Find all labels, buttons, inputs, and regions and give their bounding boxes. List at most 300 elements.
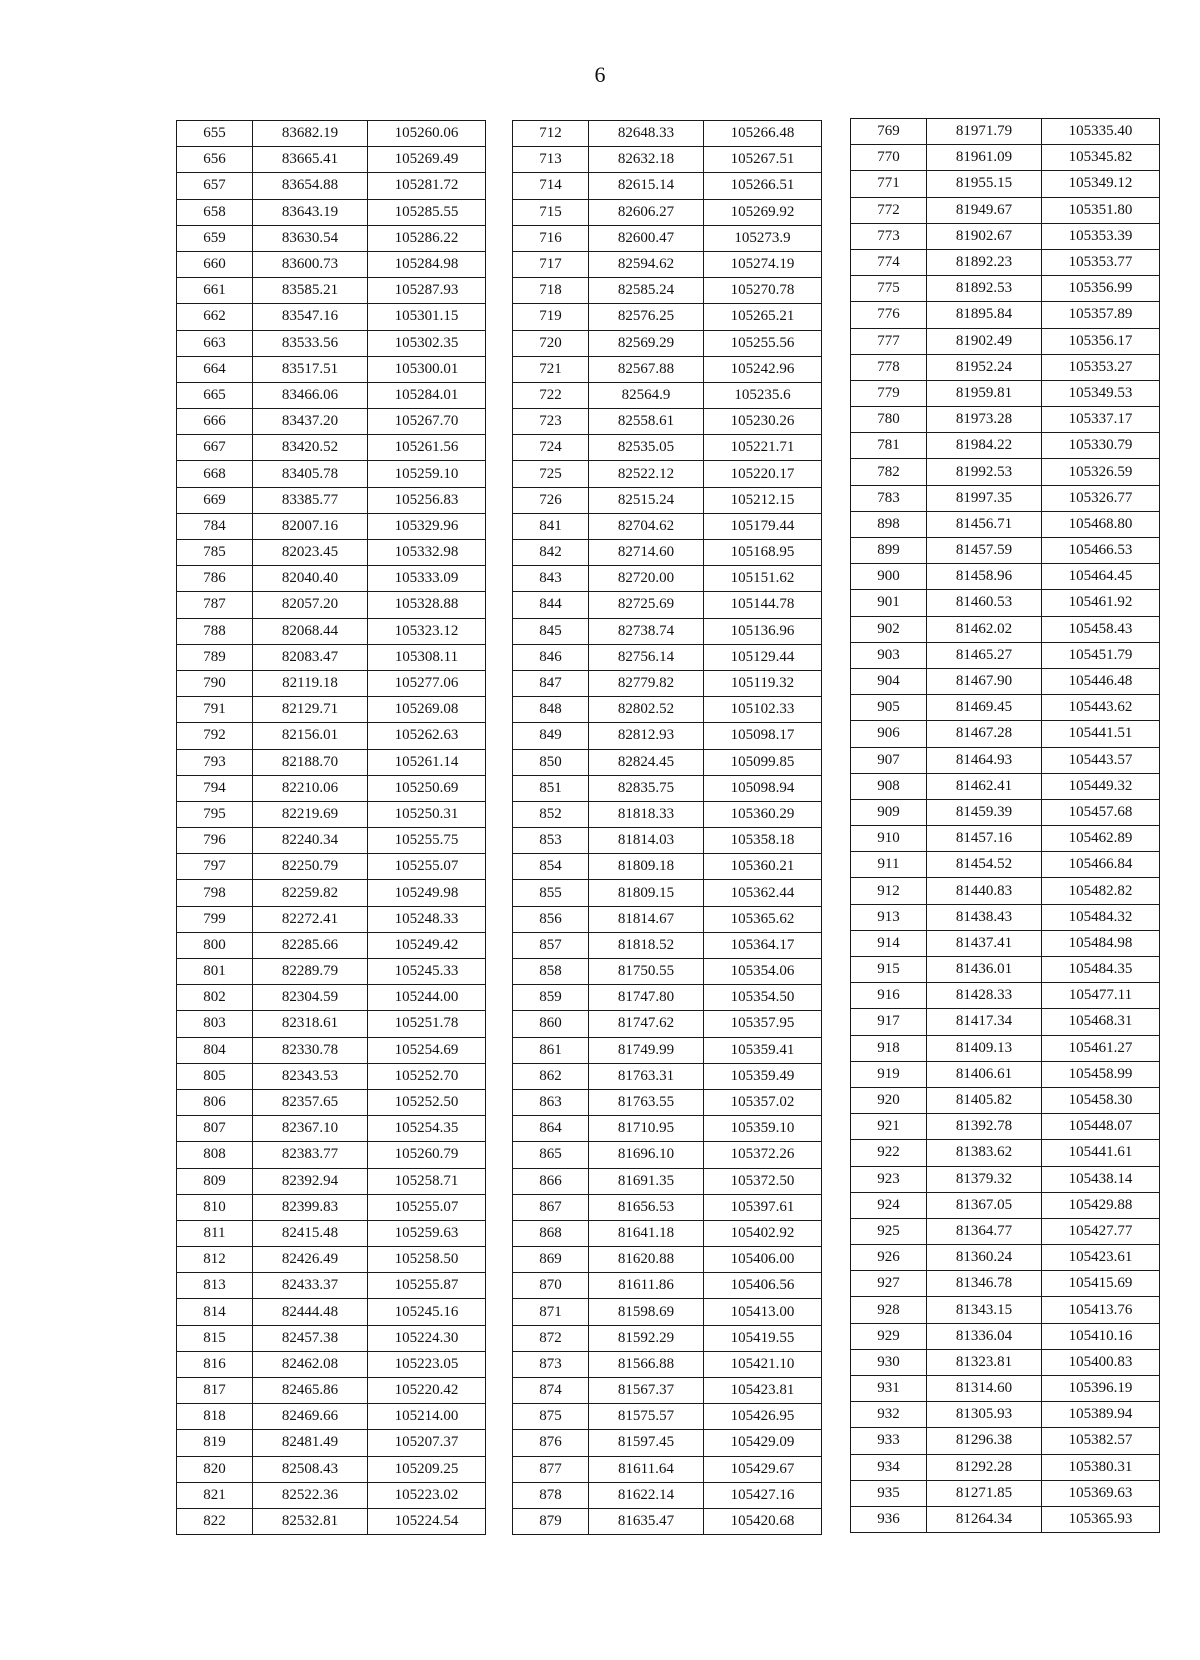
y-coordinate-cell: 105429.09 <box>704 1430 822 1456</box>
point-number-cell: 821 <box>177 1482 253 1508</box>
x-coordinate-cell: 82615.14 <box>589 173 704 199</box>
table-row <box>177 173 486 199</box>
table-row <box>177 1168 486 1194</box>
point-number-cell: 778 <box>851 354 927 380</box>
y-coordinate-cell: 105461.92 <box>1042 590 1160 616</box>
y-coordinate-cell: 105415.69 <box>1042 1271 1160 1297</box>
x-coordinate-cell: 81984.22 <box>927 433 1042 459</box>
y-coordinate-cell: 105136.96 <box>704 618 822 644</box>
point-number-cell: 921 <box>851 1114 927 1140</box>
y-coordinate-cell: 105426.95 <box>704 1404 822 1430</box>
x-coordinate-cell: 82725.69 <box>589 592 704 618</box>
y-coordinate-cell: 105179.44 <box>704 513 822 539</box>
point-number-cell: 722 <box>513 382 589 408</box>
point-number-cell: 662 <box>177 304 253 330</box>
y-coordinate-cell: 105267.51 <box>704 147 822 173</box>
table-row <box>851 511 1160 537</box>
table-row <box>177 697 486 723</box>
table-row <box>513 1194 822 1220</box>
x-coordinate-cell: 82600.47 <box>589 225 704 251</box>
point-number-cell: 723 <box>513 409 589 435</box>
x-coordinate-cell: 81346.78 <box>927 1271 1042 1297</box>
point-number-cell: 863 <box>513 1089 589 1115</box>
x-coordinate-cell: 82250.79 <box>253 854 368 880</box>
table-row <box>851 957 1160 983</box>
table-row <box>851 485 1160 511</box>
x-coordinate-cell: 81292.28 <box>927 1454 1042 1480</box>
table-row <box>177 1430 486 1456</box>
y-coordinate-cell: 105365.93 <box>1042 1506 1160 1532</box>
y-coordinate-cell: 105402.92 <box>704 1220 822 1246</box>
y-coordinate-cell: 105429.67 <box>704 1456 822 1482</box>
y-coordinate-cell: 105255.07 <box>368 854 486 880</box>
x-coordinate-cell: 82535.05 <box>589 435 704 461</box>
point-number-cell: 867 <box>513 1194 589 1220</box>
table-row <box>513 121 822 147</box>
point-number-cell: 795 <box>177 801 253 827</box>
point-number-cell: 917 <box>851 1009 927 1035</box>
x-coordinate-cell: 82357.65 <box>253 1089 368 1115</box>
point-number-cell: 787 <box>177 592 253 618</box>
y-coordinate-cell: 105427.77 <box>1042 1218 1160 1244</box>
table-row <box>851 904 1160 930</box>
x-coordinate-cell: 81814.67 <box>589 906 704 932</box>
table-row <box>513 513 822 539</box>
point-number-cell: 930 <box>851 1349 927 1375</box>
table-row <box>177 618 486 644</box>
y-coordinate-cell: 105349.12 <box>1042 171 1160 197</box>
y-coordinate-cell: 105484.32 <box>1042 904 1160 930</box>
x-coordinate-cell: 82812.93 <box>589 723 704 749</box>
table-row <box>513 1037 822 1063</box>
y-coordinate-cell: 105098.17 <box>704 723 822 749</box>
x-coordinate-cell: 82156.01 <box>253 723 368 749</box>
x-coordinate-cell: 81611.86 <box>589 1273 704 1299</box>
point-number-cell: 905 <box>851 695 927 721</box>
y-coordinate-cell: 105441.51 <box>1042 721 1160 747</box>
x-coordinate-cell: 81336.04 <box>927 1323 1042 1349</box>
x-coordinate-cell: 81456.71 <box>927 511 1042 537</box>
point-number-cell: 773 <box>851 223 927 249</box>
x-coordinate-cell: 82779.82 <box>589 670 704 696</box>
x-coordinate-cell: 82188.70 <box>253 749 368 775</box>
x-coordinate-cell: 81696.10 <box>589 1142 704 1168</box>
y-coordinate-cell: 105330.79 <box>1042 433 1160 459</box>
y-coordinate-cell: 105260.79 <box>368 1142 486 1168</box>
table-row <box>851 1323 1160 1349</box>
table-row <box>851 878 1160 904</box>
y-coordinate-cell: 105457.68 <box>1042 799 1160 825</box>
y-coordinate-cell: 105333.09 <box>368 566 486 592</box>
table-row <box>177 1194 486 1220</box>
table-row <box>177 1351 486 1377</box>
y-coordinate-cell: 105254.35 <box>368 1116 486 1142</box>
table-row <box>513 1116 822 1142</box>
y-coordinate-cell: 105353.27 <box>1042 354 1160 380</box>
table-row <box>851 1428 1160 1454</box>
y-coordinate-cell: 105269.92 <box>704 199 822 225</box>
point-number-cell: 660 <box>177 251 253 277</box>
table-row <box>513 461 822 487</box>
point-number-cell: 873 <box>513 1351 589 1377</box>
x-coordinate-cell: 82259.82 <box>253 880 368 906</box>
point-number-cell: 855 <box>513 880 589 906</box>
y-coordinate-cell: 105270.78 <box>704 278 822 304</box>
x-coordinate-cell: 81392.78 <box>927 1114 1042 1140</box>
point-number-cell: 908 <box>851 773 927 799</box>
y-coordinate-cell: 105364.17 <box>704 932 822 958</box>
point-number-cell: 866 <box>513 1168 589 1194</box>
x-coordinate-cell: 81417.34 <box>927 1009 1042 1035</box>
x-coordinate-cell: 82462.08 <box>253 1351 368 1377</box>
point-number-cell: 775 <box>851 276 927 302</box>
table-row <box>513 173 822 199</box>
table-row <box>513 775 822 801</box>
table-row <box>851 119 1160 145</box>
table-row <box>851 1506 1160 1532</box>
point-number-cell: 926 <box>851 1245 927 1271</box>
point-number-cell: 712 <box>513 121 589 147</box>
table-row <box>513 1220 822 1246</box>
table-row <box>177 644 486 670</box>
x-coordinate-cell: 81747.80 <box>589 985 704 1011</box>
x-coordinate-cell: 81457.16 <box>927 826 1042 852</box>
y-coordinate-cell: 105359.10 <box>704 1116 822 1142</box>
y-coordinate-cell: 105337.17 <box>1042 407 1160 433</box>
page-number: 6 <box>594 62 606 87</box>
x-coordinate-cell: 81747.62 <box>589 1011 704 1037</box>
point-number-cell: 661 <box>177 278 253 304</box>
x-coordinate-cell: 82564.9 <box>589 382 704 408</box>
x-coordinate-cell: 82040.40 <box>253 566 368 592</box>
point-number-cell: 719 <box>513 304 589 330</box>
y-coordinate-cell: 105451.79 <box>1042 642 1160 668</box>
x-coordinate-cell: 81818.33 <box>589 801 704 827</box>
y-coordinate-cell: 105406.00 <box>704 1247 822 1273</box>
point-number-cell: 932 <box>851 1402 927 1428</box>
y-coordinate-cell: 105255.56 <box>704 330 822 356</box>
x-coordinate-cell: 81641.18 <box>589 1220 704 1246</box>
y-coordinate-cell: 105365.62 <box>704 906 822 932</box>
x-coordinate-cell: 81971.79 <box>927 119 1042 145</box>
table-row <box>177 1378 486 1404</box>
table-row <box>851 1166 1160 1192</box>
y-coordinate-cell: 105329.96 <box>368 513 486 539</box>
x-coordinate-cell: 81818.52 <box>589 932 704 958</box>
table-row <box>513 670 822 696</box>
point-number-cell: 808 <box>177 1142 253 1168</box>
x-coordinate-cell: 81597.45 <box>589 1430 704 1456</box>
point-number-cell: 915 <box>851 957 927 983</box>
table-row <box>851 1009 1160 1035</box>
point-number-cell: 906 <box>851 721 927 747</box>
x-coordinate-cell: 81997.35 <box>927 485 1042 511</box>
table-row <box>851 747 1160 773</box>
y-coordinate-cell: 105308.11 <box>368 644 486 670</box>
x-coordinate-cell: 82532.81 <box>253 1508 368 1534</box>
table-row <box>177 959 486 985</box>
point-number-cell: 802 <box>177 985 253 1011</box>
table-row <box>851 1480 1160 1506</box>
point-number-cell: 913 <box>851 904 927 930</box>
point-number-cell: 858 <box>513 959 589 985</box>
x-coordinate-cell: 81892.23 <box>927 249 1042 275</box>
point-number-cell: 663 <box>177 330 253 356</box>
y-coordinate-cell: 105245.33 <box>368 959 486 985</box>
point-number-cell: 715 <box>513 199 589 225</box>
y-coordinate-cell: 105255.75 <box>368 828 486 854</box>
y-coordinate-cell: 105362.44 <box>704 880 822 906</box>
point-number-cell: 789 <box>177 644 253 670</box>
x-coordinate-cell: 82738.74 <box>589 618 704 644</box>
point-number-cell: 780 <box>851 407 927 433</box>
point-number-cell: 769 <box>851 119 927 145</box>
point-number-cell: 857 <box>513 932 589 958</box>
y-coordinate-cell: 105443.62 <box>1042 695 1160 721</box>
table-row <box>513 382 822 408</box>
table-row <box>177 932 486 958</box>
table-row <box>513 566 822 592</box>
point-number-cell: 851 <box>513 775 589 801</box>
point-number-cell: 871 <box>513 1299 589 1325</box>
y-coordinate-cell: 105248.33 <box>368 906 486 932</box>
point-number-cell: 714 <box>513 173 589 199</box>
x-coordinate-cell: 82481.49 <box>253 1430 368 1456</box>
y-coordinate-cell: 105269.08 <box>368 697 486 723</box>
y-coordinate-cell: 105274.19 <box>704 251 822 277</box>
table-row <box>177 540 486 566</box>
y-coordinate-cell: 105119.32 <box>704 670 822 696</box>
y-coordinate-cell: 105235.6 <box>704 382 822 408</box>
point-number-cell: 782 <box>851 459 927 485</box>
table-row <box>177 1299 486 1325</box>
table-row <box>513 985 822 1011</box>
x-coordinate-cell: 81438.43 <box>927 904 1042 930</box>
x-coordinate-cell: 82522.36 <box>253 1482 368 1508</box>
table-row <box>851 171 1160 197</box>
point-number-cell: 874 <box>513 1378 589 1404</box>
table-row <box>513 225 822 251</box>
y-coordinate-cell: 105144.78 <box>704 592 822 618</box>
point-number-cell: 843 <box>513 566 589 592</box>
point-number-cell: 849 <box>513 723 589 749</box>
x-coordinate-cell: 82567.88 <box>589 356 704 382</box>
x-coordinate-cell: 82522.12 <box>589 461 704 487</box>
y-coordinate-cell: 105356.17 <box>1042 328 1160 354</box>
x-coordinate-cell: 81409.13 <box>927 1035 1042 1061</box>
y-coordinate-cell: 105255.87 <box>368 1273 486 1299</box>
x-coordinate-cell: 81305.93 <box>927 1402 1042 1428</box>
y-coordinate-cell: 105400.83 <box>1042 1349 1160 1375</box>
x-coordinate-cell: 81955.15 <box>927 171 1042 197</box>
x-coordinate-cell: 81749.99 <box>589 1037 704 1063</box>
table-row <box>851 249 1160 275</box>
x-coordinate-cell: 83665.41 <box>253 147 368 173</box>
x-coordinate-cell: 83533.56 <box>253 330 368 356</box>
x-coordinate-cell: 81567.37 <box>589 1378 704 1404</box>
x-coordinate-cell: 81436.01 <box>927 957 1042 983</box>
table-row <box>851 302 1160 328</box>
x-coordinate-cell: 82318.61 <box>253 1011 368 1037</box>
x-coordinate-cell: 81469.45 <box>927 695 1042 721</box>
table-row <box>513 1089 822 1115</box>
point-number-cell: 907 <box>851 747 927 773</box>
table-row <box>513 435 822 461</box>
point-number-cell: 668 <box>177 461 253 487</box>
table-row <box>177 775 486 801</box>
y-coordinate-cell: 105273.9 <box>704 225 822 251</box>
x-coordinate-cell: 81271.85 <box>927 1480 1042 1506</box>
point-number-cell: 936 <box>851 1506 927 1532</box>
y-coordinate-cell: 105357.89 <box>1042 302 1160 328</box>
y-coordinate-cell: 105168.95 <box>704 540 822 566</box>
table-row <box>177 1011 486 1037</box>
table-row <box>513 723 822 749</box>
table-row <box>177 409 486 435</box>
point-number-cell: 658 <box>177 199 253 225</box>
table-row <box>851 1245 1160 1271</box>
table-row <box>513 1378 822 1404</box>
point-number-cell: 724 <box>513 435 589 461</box>
x-coordinate-cell: 81364.77 <box>927 1218 1042 1244</box>
y-coordinate-cell: 105449.32 <box>1042 773 1160 799</box>
y-coordinate-cell: 105249.98 <box>368 880 486 906</box>
x-coordinate-cell: 81814.03 <box>589 828 704 854</box>
y-coordinate-cell: 105419.55 <box>704 1325 822 1351</box>
y-coordinate-cell: 105223.05 <box>368 1351 486 1377</box>
x-coordinate-cell: 82343.53 <box>253 1063 368 1089</box>
y-coordinate-cell: 105099.85 <box>704 749 822 775</box>
y-coordinate-cell: 105286.22 <box>368 225 486 251</box>
y-coordinate-cell: 105423.81 <box>704 1378 822 1404</box>
table-row <box>513 1247 822 1273</box>
point-number-cell: 772 <box>851 197 927 223</box>
table-row <box>513 147 822 173</box>
x-coordinate-cell: 81763.55 <box>589 1089 704 1115</box>
y-coordinate-cell: 105468.80 <box>1042 511 1160 537</box>
y-coordinate-cell: 105466.84 <box>1042 852 1160 878</box>
y-coordinate-cell: 105223.02 <box>368 1482 486 1508</box>
point-number-cell: 922 <box>851 1140 927 1166</box>
table-row <box>177 356 486 382</box>
x-coordinate-cell: 82119.18 <box>253 670 368 696</box>
y-coordinate-cell: 105265.21 <box>704 304 822 330</box>
x-coordinate-cell: 82704.62 <box>589 513 704 539</box>
y-coordinate-cell: 105302.35 <box>368 330 486 356</box>
x-coordinate-cell: 81458.96 <box>927 564 1042 590</box>
y-coordinate-cell: 105353.77 <box>1042 249 1160 275</box>
x-coordinate-cell: 81467.28 <box>927 721 1042 747</box>
point-number-cell: 935 <box>851 1480 927 1506</box>
y-coordinate-cell: 105448.07 <box>1042 1114 1160 1140</box>
x-coordinate-cell: 81622.14 <box>589 1482 704 1508</box>
table-row <box>177 749 486 775</box>
point-number-cell: 777 <box>851 328 927 354</box>
table-row <box>177 121 486 147</box>
y-coordinate-cell: 105252.50 <box>368 1089 486 1115</box>
x-coordinate-cell: 81460.53 <box>927 590 1042 616</box>
y-coordinate-cell: 105207.37 <box>368 1430 486 1456</box>
table-row <box>513 959 822 985</box>
table-row <box>513 1482 822 1508</box>
y-coordinate-cell: 105421.10 <box>704 1351 822 1377</box>
table-row <box>851 328 1160 354</box>
x-coordinate-cell: 81902.67 <box>927 223 1042 249</box>
table-row <box>513 356 822 382</box>
x-coordinate-cell: 81459.39 <box>927 799 1042 825</box>
x-coordinate-cell: 82272.41 <box>253 906 368 932</box>
table-row <box>851 1402 1160 1428</box>
point-number-cell: 804 <box>177 1037 253 1063</box>
point-number-cell: 822 <box>177 1508 253 1534</box>
table-row <box>513 1011 822 1037</box>
x-coordinate-cell: 83630.54 <box>253 225 368 251</box>
y-coordinate-cell: 105284.98 <box>368 251 486 277</box>
table-row <box>513 251 822 277</box>
x-coordinate-cell: 82399.83 <box>253 1194 368 1220</box>
table-row <box>513 932 822 958</box>
point-number-cell: 853 <box>513 828 589 854</box>
x-coordinate-cell: 81566.88 <box>589 1351 704 1377</box>
point-number-cell: 928 <box>851 1297 927 1323</box>
x-coordinate-cell: 81992.53 <box>927 459 1042 485</box>
x-coordinate-cell: 81465.27 <box>927 642 1042 668</box>
table-row <box>851 721 1160 747</box>
x-coordinate-cell: 83643.19 <box>253 199 368 225</box>
table-row <box>177 1063 486 1089</box>
point-number-cell: 865 <box>513 1142 589 1168</box>
x-coordinate-cell: 83654.88 <box>253 173 368 199</box>
x-coordinate-cell: 82632.18 <box>589 147 704 173</box>
table-row <box>513 1063 822 1089</box>
x-coordinate-cell: 81406.61 <box>927 1061 1042 1087</box>
y-coordinate-cell: 105458.43 <box>1042 616 1160 642</box>
y-coordinate-cell: 105354.50 <box>704 985 822 1011</box>
y-coordinate-cell: 105259.63 <box>368 1220 486 1246</box>
y-coordinate-cell: 105260.06 <box>368 121 486 147</box>
x-coordinate-cell: 81809.15 <box>589 880 704 906</box>
x-coordinate-cell: 82569.29 <box>589 330 704 356</box>
y-coordinate-cell: 105360.29 <box>704 801 822 827</box>
y-coordinate-cell: 105285.55 <box>368 199 486 225</box>
y-coordinate-cell: 105151.62 <box>704 566 822 592</box>
table-row <box>851 433 1160 459</box>
point-number-cell: 852 <box>513 801 589 827</box>
y-coordinate-cell: 105413.76 <box>1042 1297 1160 1323</box>
x-coordinate-cell: 82304.59 <box>253 985 368 1011</box>
point-number-cell: 846 <box>513 644 589 670</box>
x-coordinate-cell: 82835.75 <box>589 775 704 801</box>
point-number-cell: 911 <box>851 852 927 878</box>
table-row <box>851 145 1160 171</box>
point-number-cell: 931 <box>851 1376 927 1402</box>
point-number-cell: 901 <box>851 590 927 616</box>
point-number-cell: 716 <box>513 225 589 251</box>
table-row <box>851 642 1160 668</box>
table-row <box>851 852 1160 878</box>
point-number-cell: 927 <box>851 1271 927 1297</box>
x-coordinate-cell: 81750.55 <box>589 959 704 985</box>
table-row <box>513 1168 822 1194</box>
table-row <box>177 828 486 854</box>
x-coordinate-cell: 83547.16 <box>253 304 368 330</box>
point-number-cell: 870 <box>513 1273 589 1299</box>
table-row <box>513 697 822 723</box>
y-coordinate-cell: 105354.06 <box>704 959 822 985</box>
point-number-cell: 791 <box>177 697 253 723</box>
table-row <box>513 1430 822 1456</box>
table-row <box>513 278 822 304</box>
